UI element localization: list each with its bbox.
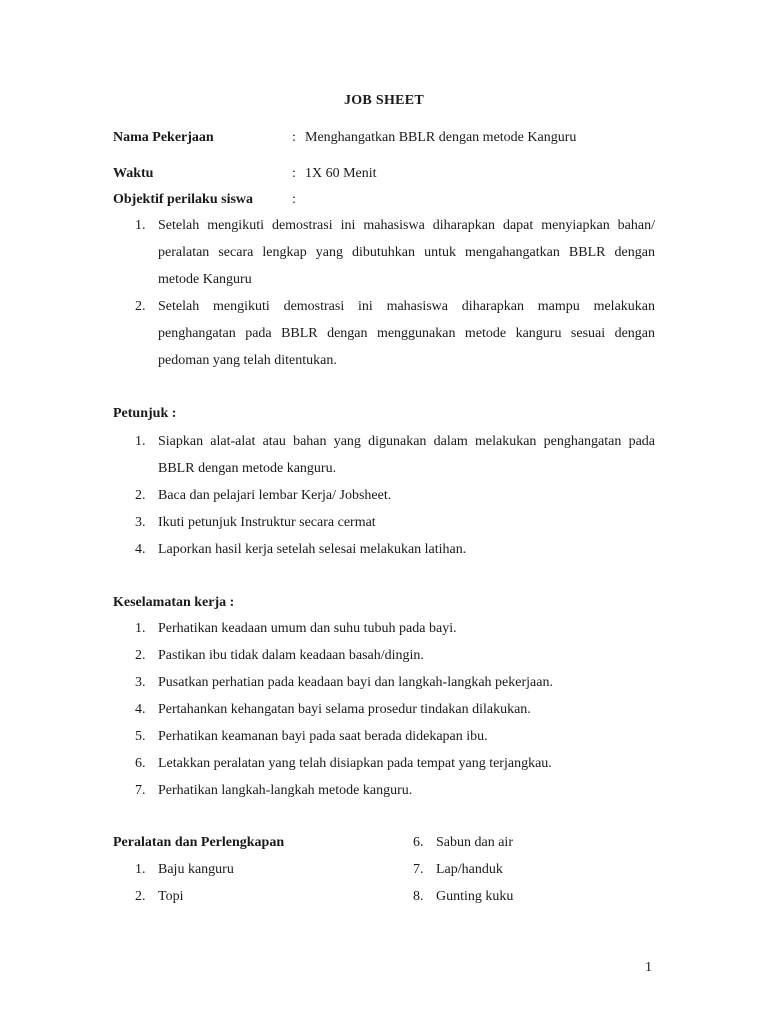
item-text: Laporkan hasil kerja setelah selesai melakukan latihan.	[158, 542, 467, 557]
item-number: 7.	[135, 783, 146, 798]
item-text: Setelah mengikuti demostrasi ini mahasiswa diharapkan mampu melakukan penghangatan pada BBLR dengan menggunakan metode kanguru sesuai dengan pedoman yang telah ditentukan.	[158, 299, 655, 368]
peralatan-left-list	[135, 856, 375, 910]
item-text: Perhatikan keamanan bayi pada saat berada didekapan ibu.	[158, 729, 488, 744]
keselamatan-list	[113, 615, 655, 804]
item-number: 5.	[135, 729, 146, 744]
item-text: Perhatikan langkah-langkah metode kanguru.	[158, 783, 413, 798]
item-text: Letakkan peralatan yang telah disiapkan pada tempat yang terjangkau.	[158, 756, 552, 771]
nama-pekerjaan-label: Nama Pekerjaan	[113, 130, 214, 145]
item-text: Siapkan alat-alat atau bahan yang digunakan dalam melakukan penghangatan pada BBLR dengan metode kanguru.	[158, 434, 655, 476]
list-item	[113, 293, 655, 374]
list-item	[113, 428, 655, 482]
item-number: 1.	[135, 218, 146, 233]
item-text: Sabun dan air	[436, 835, 513, 850]
peralatan-right-list	[413, 829, 653, 910]
colon: :	[292, 166, 296, 181]
colon: :	[292, 130, 296, 145]
list-item	[113, 509, 655, 536]
page-number: 1	[645, 960, 652, 975]
page-title: JOB SHEET	[343, 93, 425, 108]
item-text: Pusatkan perhatian pada keadaan bayi dan langkah-langkah pekerjaan.	[158, 675, 553, 690]
list-item	[113, 777, 655, 804]
list-item	[113, 750, 655, 777]
list-item	[135, 856, 375, 883]
item-number: 2.	[135, 299, 146, 314]
item-text: Baca dan pelajari lembar Kerja/ Jobsheet.	[158, 488, 392, 503]
item-number: 1.	[135, 434, 146, 449]
item-number: 2.	[135, 889, 146, 904]
item-text: Lap/handuk	[436, 862, 503, 877]
item-text: Baju kanguru	[158, 862, 234, 877]
petunjuk-heading: Petunjuk :	[113, 406, 177, 421]
item-text: Ikuti petunjuk Instruktur secara cermat	[158, 515, 376, 530]
list-item	[113, 723, 655, 750]
peralatan-heading: Peralatan dan Perlengkapan	[113, 835, 285, 850]
item-number: 3.	[135, 675, 146, 690]
list-item	[113, 482, 655, 509]
nama-pekerjaan-row	[113, 128, 673, 148]
waktu-label: Waktu	[113, 166, 154, 181]
item-text: Perhatikan keadaan umum dan suhu tubuh pada bayi.	[158, 621, 457, 636]
objektif-list	[113, 212, 655, 374]
waktu-value: 1X 60 Menit	[305, 166, 377, 181]
list-item	[113, 642, 655, 669]
list-item	[413, 883, 653, 910]
list-item	[135, 883, 375, 910]
nama-pekerjaan-value: Menghangatkan BBLR dengan metode Kanguru	[305, 130, 577, 145]
item-text: Gunting kuku	[436, 889, 514, 904]
colon: :	[292, 192, 296, 207]
list-item	[113, 536, 655, 563]
list-item	[113, 615, 655, 642]
item-number: 6.	[413, 835, 424, 850]
item-text: Pertahankan kehangatan bayi selama prosedur tindakan dilakukan.	[158, 702, 531, 717]
list-item	[113, 669, 655, 696]
list-item	[413, 829, 653, 856]
item-text: Topi	[158, 889, 184, 904]
item-number: 4.	[135, 542, 146, 557]
item-number: 1.	[135, 862, 146, 877]
keselamatan-heading: Keselamatan kerja :	[113, 595, 235, 610]
item-text: Setelah mengikuti demostrasi ini mahasiswa diharapkan dapat menyiapkan bahan/ peralatan secara lengkap yang dibutuhkan untuk mengahangatkan BBLR dengan metode Kanguru	[158, 218, 655, 287]
list-item	[413, 856, 653, 883]
item-number: 6.	[135, 756, 146, 771]
item-number: 3.	[135, 515, 146, 530]
item-number: 2.	[135, 648, 146, 663]
item-number: 8.	[413, 889, 424, 904]
objektif-row	[113, 190, 673, 210]
list-item	[113, 212, 655, 293]
item-number: 7.	[413, 862, 424, 877]
item-text: Pastikan ibu tidak dalam keadaan basah/dingin.	[158, 648, 424, 663]
objektif-label: Objektif perilaku siswa	[113, 192, 254, 207]
item-number: 4.	[135, 702, 146, 717]
item-number: 2.	[135, 488, 146, 503]
petunjuk-list	[113, 428, 655, 563]
list-item	[113, 696, 655, 723]
item-number: 1.	[135, 621, 146, 636]
waktu-row	[113, 164, 673, 184]
